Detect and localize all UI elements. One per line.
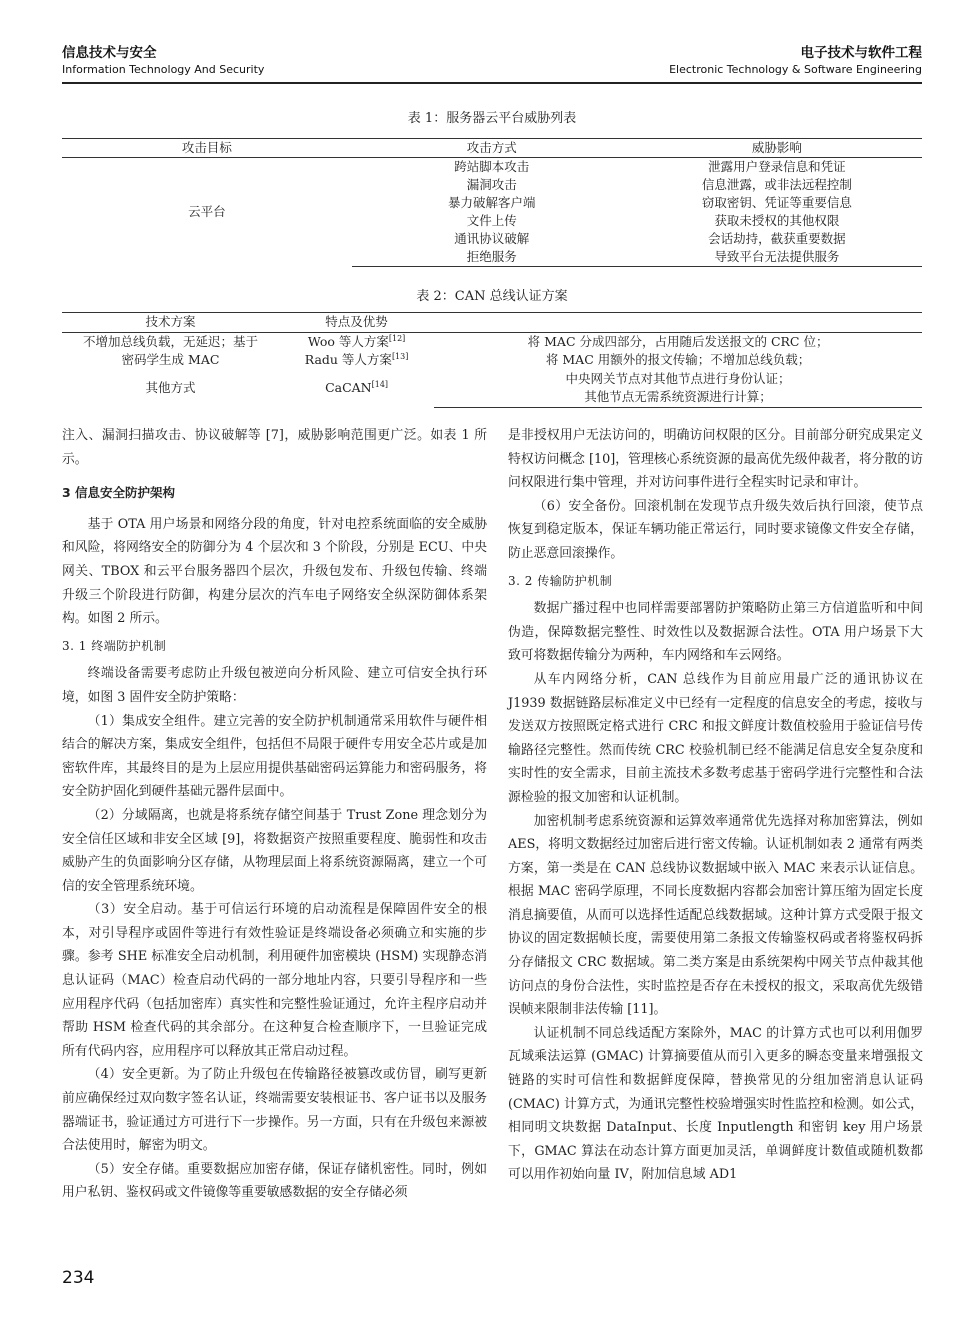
section-heading: 3 信息安全防护架构 bbox=[62, 485, 176, 501]
paragraph: 认证机制不同总线适配方案除外，MAC 的计算方式也可以利用伽罗瓦域乘法运算 (GMAC) 计算摘要值从而引入更多的瞬态变量来增强报文链路的实时可信性和数据鲜度保障，替换常见的分组加密消息认证码 (CMAC) 计算方式，为通讯完整性校验增强实时性监控和检测。如公式，相同明文块数据 DataInput、长度 Inputlength 和密钥 key 用户场景下，GMAC 算法在动态计算方面更加灵活，单调鲜度计数值或随机数都可以用作初始向量 IV，附加信息域 AD1 bbox=[508, 1025, 923, 1183]
table2-scheme-line: 不增加总线负载，无延迟；基于 bbox=[82, 333, 258, 349]
citation-ref: [13] bbox=[391, 351, 409, 361]
table2-feature-name: Woo 等人方案 bbox=[307, 333, 389, 349]
paragraph: 数据广播过程中也同样需要部署防护策略防止第三方信道监听和中间伪造，保障数据完整性、时效性以及数据源合法性。OTA 用户场景下大致可将数据传输分为两种，车内网络和车云网络。 bbox=[508, 601, 923, 664]
table1-impact-cell: 泄露用户登录信息和凭证 bbox=[708, 159, 846, 174]
table2-header-cell: 特点及优势 bbox=[279, 313, 434, 333]
table2-scheme-line: 密码学生成 MAC bbox=[121, 352, 220, 367]
paragraph: 加密机制考虑系统资源和运算效率通常优先选择对称加密算法，例如 AES，将明文数据经过加密后进行密文传输。认证机制如表 2 通常有两类方案，第一类是在 CAN 总线协议数据域中嵌入 MAC 来表示认证信息。根据 MAC 密码学原理，不同长度数据内容都会加密计算压缩为固定长度消息摘要值，从而可以选择性适配总线数据域。这种计算方式受限于报文协议的固定数据帧长度，需要使用第二条报文传输鉴权码或者将鉴权码拆分存储报文 CRC 数据域。第二类方案是由系统架构中网关节点仲裁其他访问点的身份合法性，实时监控是否存在未授权的报文，采取高优先级错误帧来限制非法传输 [11]。 bbox=[508, 813, 923, 1018]
journal-section-en: Information Technology And Security bbox=[62, 63, 265, 76]
table-row bbox=[62, 351, 922, 370]
table2-desc-cell: 中央网关节点对其他节点进行身份认证； bbox=[565, 370, 791, 386]
table2-feature-cell bbox=[279, 351, 434, 370]
table2-feature-name: CaCAN bbox=[325, 380, 372, 395]
table1-impact-cell: 导致平台无法提供服务 bbox=[632, 248, 922, 267]
table1-caption: 表 1：服务器云平台威胁列表 bbox=[407, 111, 577, 126]
table1-header-cell: 威胁影响 bbox=[632, 139, 922, 158]
paragraph: （1）集成安全组件。建立完善的安全防护机制通常采用软件与硬件相结合的解决方案，集成安全组件，包括但不局限于硬件专用安全芯片或是加密软件库，其最终目的是为上层应用提供基础密码运算能力和密码服务，将安全防护固化到硬件基础元器件层面中。 bbox=[62, 713, 487, 800]
table2-desc-cell: 其他节点无需系统资源进行计算； bbox=[434, 388, 922, 407]
table2-scheme-cell bbox=[62, 351, 279, 370]
header-right bbox=[669, 43, 922, 77]
paragraph: （3）安全启动。基于可信运行环境的启动流程是保障固件安全的根本，对引导程序或固件等进行有效性验证是终端设备必须确立和实施的步骤。参考 SHE 标准安全启动机制，利用硬件加密模块 (HSM) 实现静态消息认证码（MAC）检查启动代码的一部分地址内容，只要引导程序和一些应用程序代码（包括加密库）真实性和完整性验证通过，允许主程序启动并帮助 HSM 检查代码的其余部分。在这种复合检查顺序下，一旦验证完成所有代码内容，应用程序可以释放其正常启动过程。 bbox=[62, 902, 487, 1059]
table1-method-cell: 暴力破解客户端 bbox=[448, 195, 536, 210]
table1-header-cell: 攻击方式 bbox=[352, 139, 632, 158]
table2-header-cell: 技术方案 bbox=[62, 313, 279, 333]
table1-impact-cell: 信息泄露，或非法远程控制 bbox=[701, 177, 852, 192]
table1-impact-cell: 获取未授权的其他权限 bbox=[714, 213, 840, 228]
paragraph: 从车内网络分析，CAN 总线作为目前应用最广泛的通讯协议在 J1939 数据链路层标准定义中已经有一定程度的信息安全的考虑，接收与发送双方按照既定格式进行 CRC 和报文鲜度计数值校验用于验证信号传输路径完整性。然而传统 CRC 校验机制已经不能满足信息安全复杂度和实时性的安全需求，目前主流技术多数考虑基于密码学进行完整性和合法源检验的报文加密和认证机制。 bbox=[508, 671, 923, 805]
table1 bbox=[62, 138, 922, 267]
table1-method-cell: 漏洞攻击 bbox=[466, 177, 517, 192]
header-left bbox=[62, 43, 264, 77]
header-divider bbox=[62, 82, 922, 84]
table2-header-cell bbox=[434, 313, 922, 333]
paragraph: 终端设备需要考虑防止升级包被逆向分析风险、建立可信安全执行环境，如图 3 固件安全防护策略： bbox=[62, 666, 487, 705]
table1-header-row bbox=[62, 139, 922, 158]
table1-header-cell: 攻击目标 bbox=[62, 139, 352, 158]
table1-method-cell: 跨站脚本攻击 bbox=[454, 159, 530, 174]
table2-caption: 表 2：CAN 总线认证方案 bbox=[416, 289, 568, 304]
table2-feature-name: Radu 等人方案 bbox=[304, 352, 392, 367]
subsection-heading: 3. 1 终端防护机制 bbox=[62, 638, 167, 653]
paragraph: 基于 OTA 用户场景和网络分段的角度，针对电控系统面临的安全威胁和风险，将网络安全的防御分为 4 个层次和 3 个阶段，分别是 ECU、中央网关、TBOX 和云平台服务器四个层次，升级包发布、升级包传输、终端升级三个阶段进行防御，构建分层次的汽车电子网络安全纵深防御体系架构。如图 2 所示。 bbox=[62, 516, 487, 627]
table-row bbox=[62, 332, 922, 351]
table1-method-cell: 拒绝服务 bbox=[352, 248, 632, 267]
table1-target-cell: 云平台 bbox=[188, 204, 226, 220]
table1-method-cell: 通讯协议破解 bbox=[454, 231, 530, 246]
table2-desc-cell: 将 MAC 分成四部分，占用随后发送报文的 CRC 位； bbox=[527, 333, 829, 349]
left-column bbox=[62, 424, 487, 1205]
table2-feature-cell bbox=[279, 370, 434, 408]
table-row bbox=[62, 370, 922, 389]
journal-title-en: Electronic Technology & Software Engineering bbox=[669, 63, 922, 76]
citation-ref: [12] bbox=[388, 333, 406, 343]
paragraph: （4）安全更新。为了防止升级包在传输路径被篡改或仿冒，刷写更新前应确保经过双向数字签名认证，终端需要安装根证书、客户证书以及服务器端证书，验证通过方可进行下一步操作。另一方面，只有在升级包来源被合法使用时，解密为明文。 bbox=[62, 1067, 487, 1154]
paragraph: 是非授权用户无法访问的，明确访问权限的区分。目前部分研究成果定义特权访问概念 [10]，管理核心系统资源的最高优先级仲裁者，将分散的访问权限进行集中管理，并对访问事件进行全程实时记录和审计。 bbox=[508, 428, 923, 491]
table1-method-cell: 文件上传 bbox=[466, 213, 517, 228]
table2-feature-cell bbox=[279, 332, 434, 351]
table2 bbox=[62, 312, 922, 408]
subsection-heading: 3. 2 传输防护机制 bbox=[508, 573, 613, 588]
table2-desc-cell: 将 MAC 用额外的报文传输；不增加总线负载； bbox=[545, 352, 811, 367]
paragraph: （2）分域隔离，也就是将系统存储空间基于 Trust Zone 理念划分为安全信任区域和非安全区域 [9]，将数据资产按照重要程度、脆弱性和攻击威胁产生的负面影响分区存储，从物理层面上将系统资源隔离，建立一个可信的安全管理系统环境。 bbox=[62, 807, 487, 894]
right-column bbox=[508, 424, 923, 1187]
table1-impact-cell: 会话劫持，截获重要数据 bbox=[708, 231, 846, 246]
table1-impact-cell: 窃取密钥、凭证等重要信息 bbox=[701, 195, 852, 210]
paragraph: 注入、漏洞扫描攻击、协议破解等 [7]，威胁影响范围更广泛。如表 1 所示。 bbox=[62, 428, 487, 467]
journal-title-cn: 电子技术与软件工程 bbox=[800, 45, 922, 61]
citation-ref: [14] bbox=[371, 379, 389, 389]
table2-scheme-cell: 其他方式 bbox=[145, 380, 196, 395]
table2-scheme-cell bbox=[62, 332, 279, 351]
paragraph: （5）安全存储。重要数据应加密存储，保证存储机密性。同时，例如用户私钥、鉴权码或文件镜像等重要敏感数据的安全存储必须 bbox=[62, 1161, 487, 1201]
table-row bbox=[62, 158, 922, 177]
page-number: 234 bbox=[62, 1268, 95, 1288]
table2-header-row bbox=[62, 313, 922, 333]
journal-section-cn: 信息技术与安全 bbox=[62, 45, 157, 61]
paragraph: （6）安全备份。回滚机制在发现节点升级失效后执行回滚，使节点恢复到稳定版本，保证车辆功能正常运行，同时要求镜像文件安全存储，防止恶意回滚操作。 bbox=[508, 498, 923, 561]
